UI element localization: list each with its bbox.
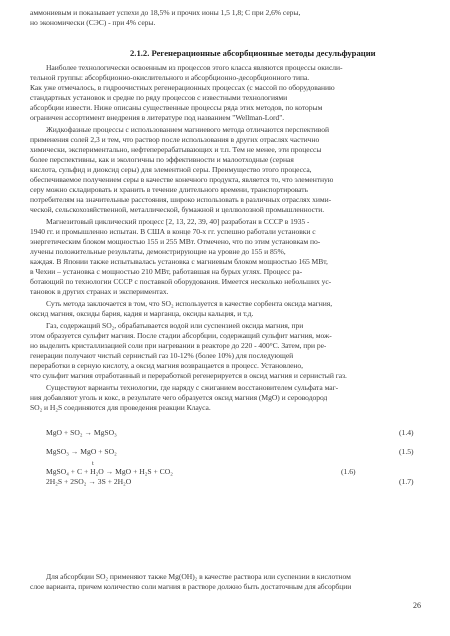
text-line: потребителям на значительные расстояния, широко использовать в различных отраслях хими- [30, 195, 332, 204]
text-line: генерации получают чистый сернистый газ 10-12% (более 10%) для последующей [30, 351, 294, 360]
equation-condition: t [92, 460, 94, 467]
text-line: энергетическим блоком мощностью 155 и 255 МВт. Отмечено, что по этим установкам по- [30, 237, 321, 246]
text-line: более перспективны, как и экологичны по эффективности и малоотходные (серная [30, 155, 294, 164]
text-line: аммониевым и показывает успехи до 18,5% и прочих ионы 1,5 1,8; С при 2,6% серы, [30, 8, 301, 17]
text-line: этом образуется сульфит магния. После стадии абсорбции, содержащий сульфит магния, мож- [30, 331, 332, 340]
section-heading: 2.1.2. Регенерационные абсорбционные методы десульфурации [130, 48, 376, 58]
text-line: Как уже отмечалось, в гидроочистных регенерационных процессах (с массой по оборудованию [30, 83, 335, 92]
text-line: тельной группы: абсорбционно-окислительного и абсорбционно-десорбционного типа. [30, 73, 310, 82]
text-line: оксид магния, оксиды бария, кадия и марганца, оксиды кальция, и т.д. [30, 309, 254, 318]
text-line: переработки в серную кислоту, а оксид магния возвращается в процесс. Установлено, [30, 361, 304, 370]
text-line: Суть метода заключается в том, что SO₂ используется в качестве сорбента оксида магния, [46, 299, 333, 308]
text-line: слое варианта, причем количество соли магния в растворе должно быть достаточным для абсорбции [30, 582, 352, 591]
text-line: кислота, сульфид и диоксид серы) для элементной серы. Преимущество этого процесса, [30, 165, 312, 174]
text-line: стандартных установок и средне по ряду процессов с известными технологиями [30, 93, 288, 102]
text-line: абсорбции извести. Ниже описаны существенные процессы ряда этих методов, по которым [30, 103, 323, 112]
text-line: в Чехии – установка с мощностью 210 МВт, работавшая на бурых углях. Процесс ра- [30, 267, 303, 276]
text-line: ограничен ассортимент внедрения в литературе под названием "Wellman-Lord". [30, 113, 285, 122]
equation: 2H₂S + 2SO₂ → 3S + 2H₂O [46, 477, 132, 486]
text-line: химически, экспериментально, нефтеперерабатывающих и т.п. Тем не менее, эти процессы [30, 145, 322, 154]
text-line: обеспечиваемое получением серы в качестве конечного продукта, является то, что элементную [30, 175, 334, 184]
equation: MgO + SO₂ → MgSO₃ [46, 428, 117, 437]
text-line: Для абсорбции SO₂ применяют также Mg(OH)₂ в качестве раствора или суспензии в кислотном [46, 572, 351, 581]
text-line: но выделить кристаллизацией соли при нагревании в реакторе до 220 - 400°С. Затем, при ре- [30, 341, 327, 350]
text-line: Жидкофазные процессы с использованием магниевого метода отличаются перспективой [46, 125, 329, 134]
text-line: ческой, сельскохозяйственной, металлической, бумажной и целлюлозной промышленности. [30, 205, 325, 214]
text-line: Существуют варианты технологии, где наряду с сжиганием восстановителем сульфата маг- [46, 383, 339, 392]
equation-number: (1.5) [399, 447, 414, 456]
text-line: Газ, содержащий SO₂, обрабатывается водой или суспензией оксида магния, при [46, 321, 304, 330]
text-line: ния добавляют уголь и кокс, в результате чего образуется оксид магния (MgO) и сероводород [30, 393, 328, 402]
text-line: применения солей 2,3 и тем, что раствор после использования в других отраслях частично [30, 135, 320, 144]
text-line: SO₂ и H₂S соединяются для проведения реакции Клауса. [30, 403, 211, 412]
text-line: каждая. В Японии также испытывалась установка с магниевым блоком мощностью 165 МВт, [30, 257, 328, 266]
equation-number: (1.6) [341, 467, 356, 476]
text-line: серу можно складировать и хранить в течение длительного времени, транспортировать [30, 185, 308, 194]
text-line: но экономически (СЭС) - при 4% серы. [30, 18, 156, 27]
equation: MgSO₃ → MgO + SO₂ [46, 447, 117, 456]
text-line: лучены положительные результаты, демонстрирующие на уровне до 155 и 85%, [30, 247, 286, 256]
text-line: ботающий по технологии СССР с поставкой оборудования. Имеется несколько небольших ус- [30, 277, 332, 286]
page-number: 26 [413, 601, 421, 610]
text-line: что сульфит магния отработанный и переработкой регенерируется в оксид магния и сернистый газ. [30, 371, 347, 380]
text-line: 1940 гг. и промышленно испытан. В США в конце 70-х гг. успешно работали установки с [30, 227, 316, 236]
equation: MgSO₄ + C + H₂O → MgO + H₂S + CO₂ [46, 467, 173, 476]
equation-number: (1.7) [399, 477, 414, 486]
text-line: тановок в других странах и экспериментах. [30, 287, 169, 296]
equation-number: (1.4) [399, 428, 414, 437]
text-line: Магнезитовый циклический процесс [2, 13, 22, 39, 40] разработан в СССР в 1935 - [46, 217, 310, 226]
text-line: Наиболее технологически освоенным из процессов этого класса являются процессы окисли- [46, 63, 343, 72]
